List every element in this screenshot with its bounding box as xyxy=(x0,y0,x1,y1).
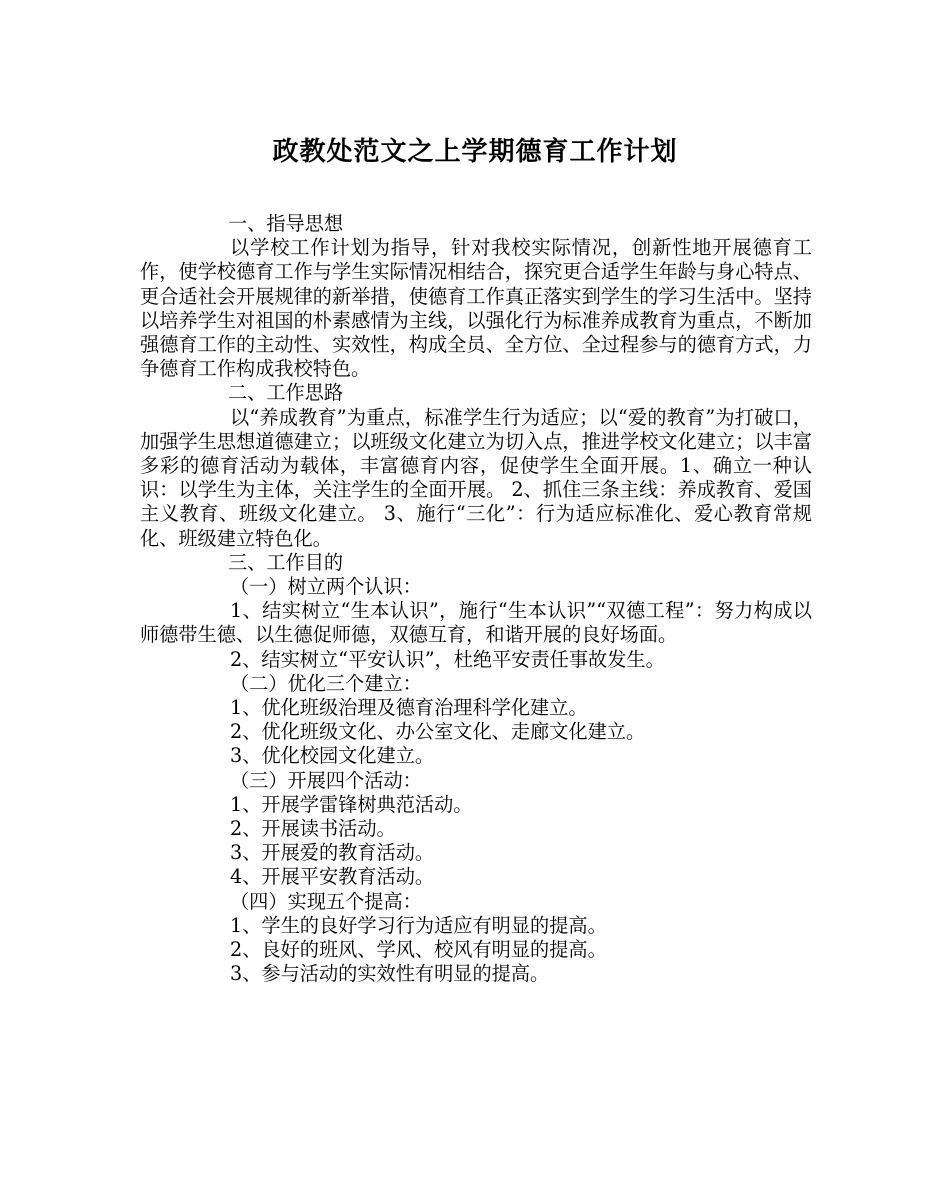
section-heading: 一、指导思想 xyxy=(228,212,344,235)
list-item: 1、优化班级治理及德育治理科学化建立。 xyxy=(230,696,588,720)
list-item: 3、开展爱的教育活动。 xyxy=(230,841,435,865)
section-heading: 三、工作目的 xyxy=(228,550,344,574)
subsection-heading: （一）树立两个认识： xyxy=(230,575,422,599)
list-item: 4、开展平安教育活动。 xyxy=(230,865,435,889)
list-item: 3、优化校园文化建立。 xyxy=(230,744,435,768)
subsection-heading: （三）开展四个活动： xyxy=(230,768,422,792)
subsection-heading: （二）优化三个建立： xyxy=(230,671,422,695)
document-title: 政教处范文之上学期德育工作计划 xyxy=(272,137,678,167)
list-item: 2、优化班级文化、办公室文化、走廊文化建立。 xyxy=(230,720,646,744)
list-item: 1、学生的良好学习行为适应有明显的提高。 xyxy=(230,913,607,937)
subsection-heading: （四）实现五个提高： xyxy=(230,889,422,913)
list-item: 2、良好的班风、学风、校风有明显的提高。 xyxy=(230,938,607,962)
list-item: 2、开展读书活动。 xyxy=(230,817,396,841)
list-item: 2、结实树立“平安认识”，杜绝平安责任事故发生。 xyxy=(230,647,665,671)
section-paragraph: 以“养成教育”为重点，标准学生行为适应；以“爱的教育”为打破口，加强学生思想道德建立；以班级文化建立为切入点，推进学校文化建立；以丰富多彩的德育活动为载体，丰富德育内容，促使学生全面开展。1、确立一种认识：以学生为主体，关注学生的全面开展。 2、抓住三条主线：养成教育、爱国主义教育、班级文化建立。 3、施行“三化”：行为适应标准化、爱心教育常规化、班级建立特色化。 xyxy=(140,405,812,550)
document-body xyxy=(140,212,812,987)
list-item: 1、结实树立“生本认识”，施行“生本认识”“双德工程”：努力构成以师德带生德、以生德促师德，双德互育，和谐开展的良好场面。 xyxy=(140,599,812,647)
section-heading: 二、工作思路 xyxy=(228,381,344,405)
list-item: 3、参与活动的实效性有明显的提高。 xyxy=(230,962,550,986)
section-paragraph: 以学校工作计划为指导，针对我校实际情况，创新性地开展德育工作，使学校德育工作与学生实际情况相结合，探究更合适学生年龄与身心特点、更合适社会开展规律的新举措，使德育工作真正落实到学生的学习生活中。坚持以培养学生对祖国的朴素感情为主线，以强化行为标准养成教育为重点，不断加强德育工作的主动性、实效性，构成全员、全方位、全过程参与的德育方式，力争德育工作构成我校特色。 xyxy=(140,236,812,381)
list-item: 1、开展学雷锋树典范活动。 xyxy=(230,792,473,816)
